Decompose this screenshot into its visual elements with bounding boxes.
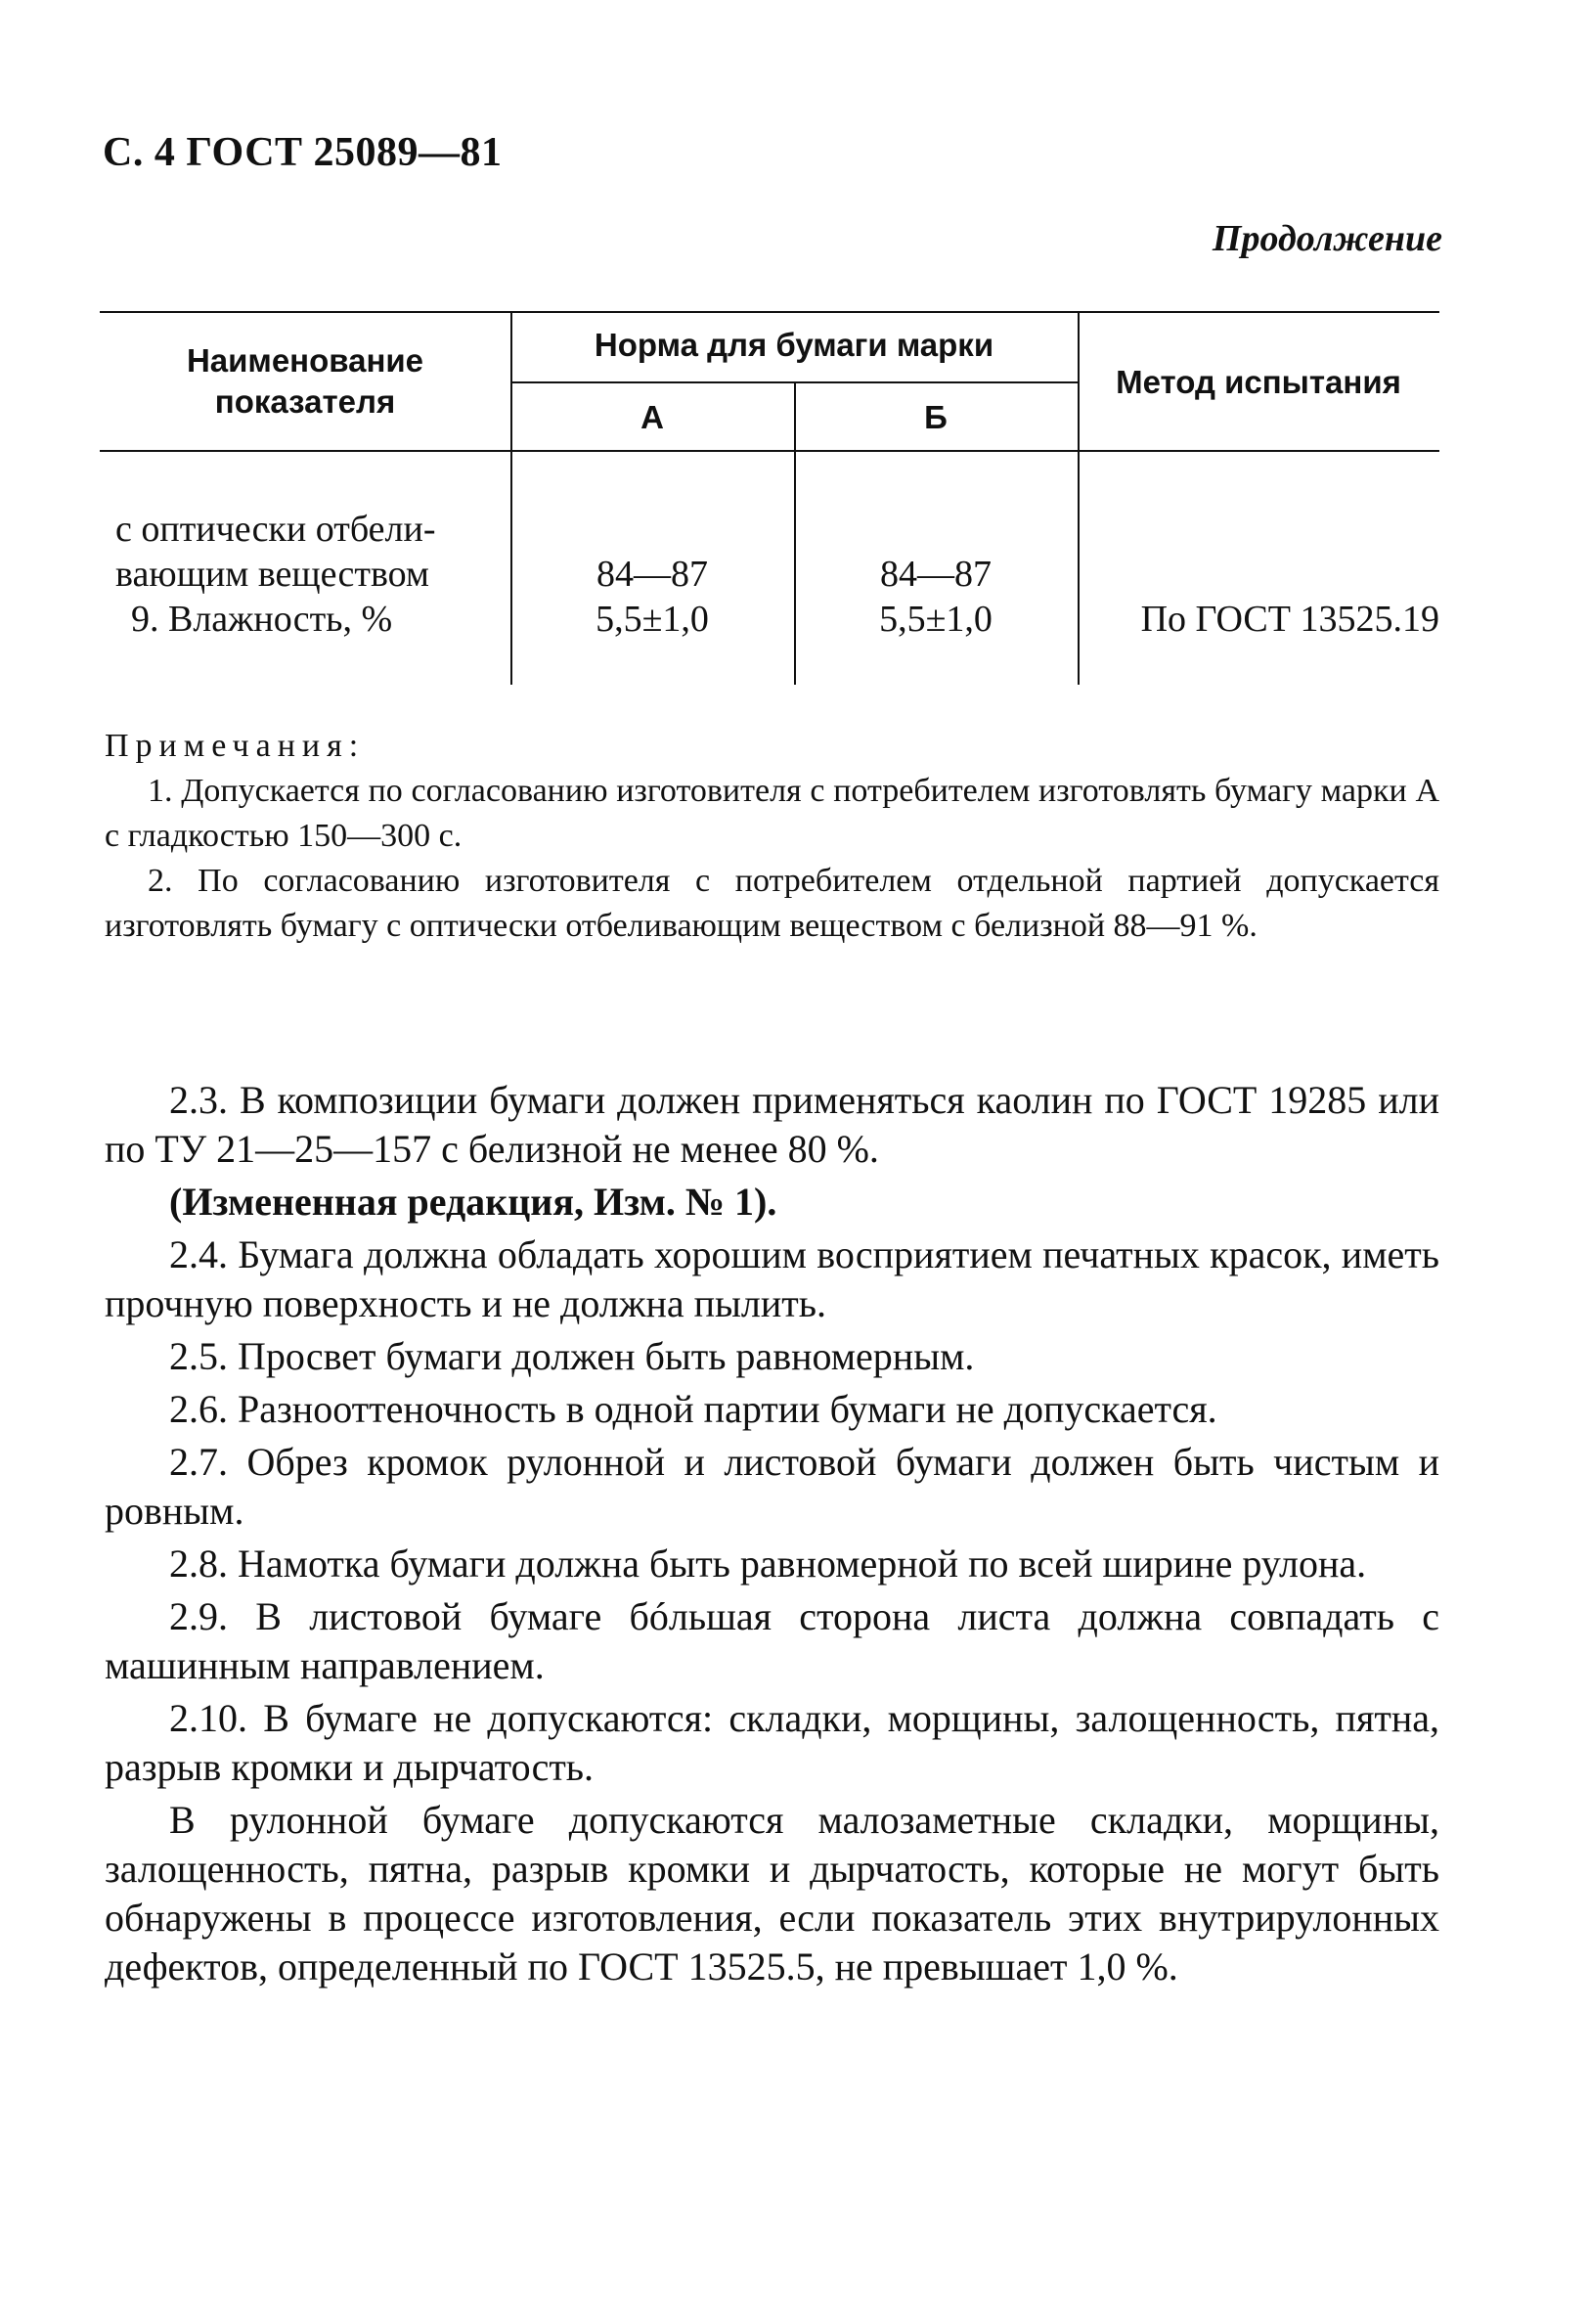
- header-norm: Норма для бумаги марки: [594, 327, 994, 363]
- note-item-2: 2. По согласованию изготовителя с потребителем отдельной партией допускается изготовлять бумагу с оптически отбеливающим веществом с белизной 88—91 %.: [105, 863, 1439, 944]
- notes-title: Примечания:: [105, 728, 366, 764]
- notes-block: [105, 724, 1439, 949]
- row-indicator-name: [115, 507, 507, 642]
- grade-b-whiteness: 84—87: [880, 554, 992, 595]
- header-grade-b: Б: [924, 399, 948, 435]
- header-grade-a: А: [640, 399, 664, 435]
- header-indicator-name: [100, 340, 510, 423]
- table-header-bottom-rule: [100, 450, 1439, 452]
- header-test-method: Метод испытания: [1116, 364, 1401, 400]
- indicator-line1: с оптически отбели-: [115, 509, 436, 550]
- note-item-1: 1. Допускается по согласованию изготовителя с потребителем изготовлять бумагу марки А с гладкостью 150—300 с.: [105, 773, 1439, 854]
- specs-table: [100, 311, 1439, 685]
- header-indicator-line1: Наименование: [186, 342, 424, 379]
- indicator-line3: 9. Влажность, %: [131, 599, 393, 640]
- grade-a-humidity: 5,5±1,0: [596, 599, 709, 640]
- table-top-rule: [100, 311, 1439, 313]
- amendment-note: (Измененная редакция, Изм. № 1).: [169, 1180, 777, 1224]
- grade-b-humidity: 5,5±1,0: [879, 599, 993, 640]
- para-2-6: 2.6. Разнооттеночность в одной партии бумаги не допускается.: [169, 1387, 1217, 1431]
- para-2-8: 2.8. Намотка бумаги должна быть равномерной по всей ширине рулона.: [169, 1542, 1367, 1586]
- para-roll-paper: В рулонной бумаге допускаются малозаметные складки, морщины, залощенность, пятна, разрыв кромки и дырчатость, которые не могут быть обнаружены в процессе изготовления, если показатель этих внутрирулонных дефектов, определенный по ГОСТ 13525.5, не превышает 1,0 %.: [105, 1798, 1439, 1989]
- para-2-3: 2.3. В композиции бумаги должен применяться каолин по ГОСТ 19285 или по ТУ 21—25—157 с белизной не менее 80 %.: [105, 1078, 1439, 1171]
- row-grade-b-values: [794, 552, 1078, 642]
- page-header: С. 4 ГОСТ 25089—81: [103, 130, 503, 175]
- body-text: [105, 1076, 1439, 1995]
- continuation-label: Продолжение: [1212, 218, 1442, 259]
- grade-a-whiteness: 84—87: [596, 554, 708, 595]
- indicator-line2: вающим веществом: [115, 554, 429, 595]
- header-indicator-line2: показателя: [214, 383, 396, 420]
- para-2-5: 2.5. Просвет бумаги должен быть равномерным.: [169, 1334, 975, 1378]
- para-2-7: 2.7. Обрез кромок рулонной и листовой бумаги должен быть чистым и ровным.: [105, 1440, 1439, 1533]
- para-2-9: 2.9. В листовой бумаге бóльшая сторона листа должна совпадать с машинным направлением.: [105, 1594, 1439, 1687]
- row-grade-a-values: [510, 552, 794, 642]
- row-test-method: По ГОСТ 13525.19: [1140, 599, 1439, 640]
- para-2-4: 2.4. Бумага должна обладать хорошим восприятием печатных красок, иметь прочную поверхность и не должна пылить.: [105, 1232, 1439, 1325]
- para-2-10: 2.10. В бумаге не допускаются: складки, морщины, залощенность, пятна, разрыв кромки и дырчатость.: [105, 1696, 1439, 1789]
